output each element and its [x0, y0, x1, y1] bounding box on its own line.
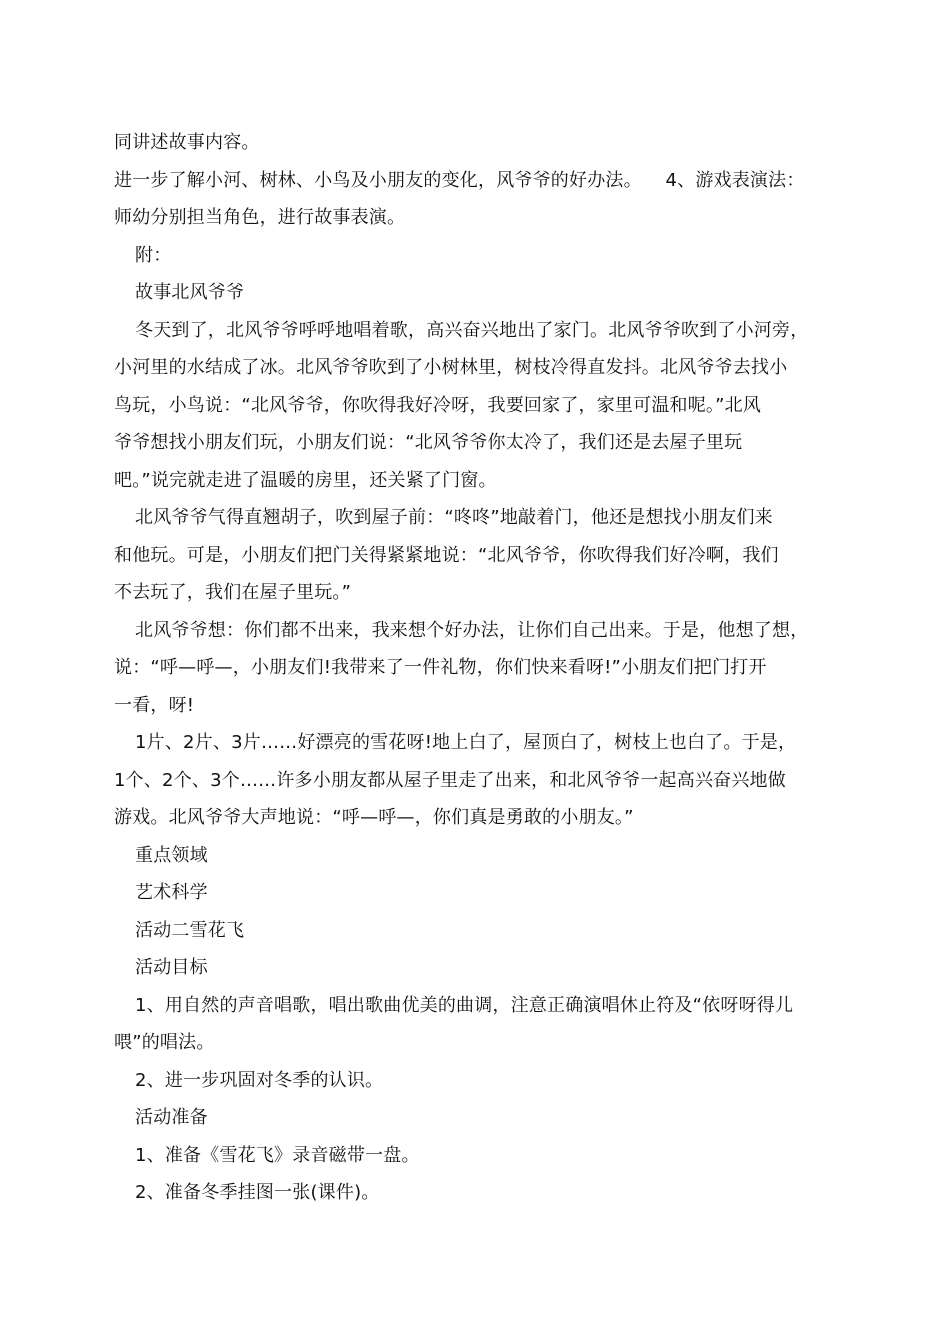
text-line: 不去玩了，我们在屋子里玩。”: [114, 582, 352, 603]
text-line: 一看，呀!: [114, 694, 195, 716]
text-line: 师幼分别担当角色，进行故事表演。: [114, 207, 406, 228]
list-item: 1、用自然的声音唱歌，唱出歌曲优美的曲调，注意正确演唱休止符及“依呀呀得儿: [135, 994, 794, 1016]
section-heading: 活动二雪花飞: [135, 919, 245, 941]
section-heading: 活动准备: [135, 1107, 208, 1128]
text-line: 吧。”说完就走进了温暖的房里，还关紧了门窗。: [114, 469, 497, 491]
text-line: 北风爷爷气得直翘胡子，吹到屋子前：“咚咚”地敲着门，他还是想找小朋友们来: [135, 507, 773, 528]
text-line: 艺术科学: [135, 882, 208, 903]
text-line: 北风爷爷想：你们都不出来，我来想个好办法，让你们自己出来。于是，他想了想，: [135, 619, 809, 641]
text-line: 冬天到了，北风爷爷呼呼地唱着歌，高兴奋兴地出了家门。北风爷爷吹到了小河旁，: [135, 319, 809, 341]
text-line: 1个、2个、3个……许多小朋友都从屋子里走了出来，和北风爷爷一起高兴奋兴地做: [114, 769, 786, 791]
text-line: 爷爷想找小朋友们玩，小朋友们说：“北风爷爷你太冷了，我们还是去屋子里玩: [114, 432, 743, 453]
story-title: 故事北风爷爷: [135, 282, 245, 303]
text-line: 说：“呼—呼—，小朋友们!我带来了一件礼物，你们快来看呀!”小朋友们把门打开: [114, 657, 767, 678]
appendix-label: 附：: [135, 244, 172, 266]
document-body: [114, 124, 850, 1212]
text-line: 1片、2片、3片……好漂亮的雪花呀!地上白了，屋顶白了，树枝上也白了。于是，: [135, 732, 797, 753]
text-line: 游戏。北风爷爷大声地说：“呼—呼—，你们真是勇敢的小朋友。”: [114, 807, 634, 828]
list-item: 2、进一步巩固对冬季的认识。: [135, 1069, 384, 1091]
section-heading: 活动目标: [135, 957, 208, 978]
text-line: 鸟玩，小鸟说：“北风爷爷，你吹得我好冷呀，我要回家了，家里可温和呢。”北风: [114, 394, 762, 416]
text-line: 喂”的唱法。: [114, 1032, 215, 1053]
text-line: 同讲述故事内容。: [114, 132, 260, 153]
text-line: 和他玩。可是，小朋友们把门关得紧紧地说：“北风爷爷，你吹得我们好冷啊，我们: [114, 544, 779, 566]
section-heading: 重点领域: [135, 844, 208, 866]
list-item: 1、准备《雪花飞》录音磁带一盘。: [135, 1144, 420, 1166]
text-line: 进一步了解小河、树林、小鸟及小朋友的变化，风爷爷的好办法。 4、游戏表演法：: [114, 169, 805, 191]
list-item: 2、准备冬季挂图一张(课件)。: [135, 1182, 380, 1203]
text-line: 小河里的水结成了冰。北风爷爷吹到了小树林里，树枝冷得直发抖。北风爷爷去找小: [114, 357, 788, 378]
